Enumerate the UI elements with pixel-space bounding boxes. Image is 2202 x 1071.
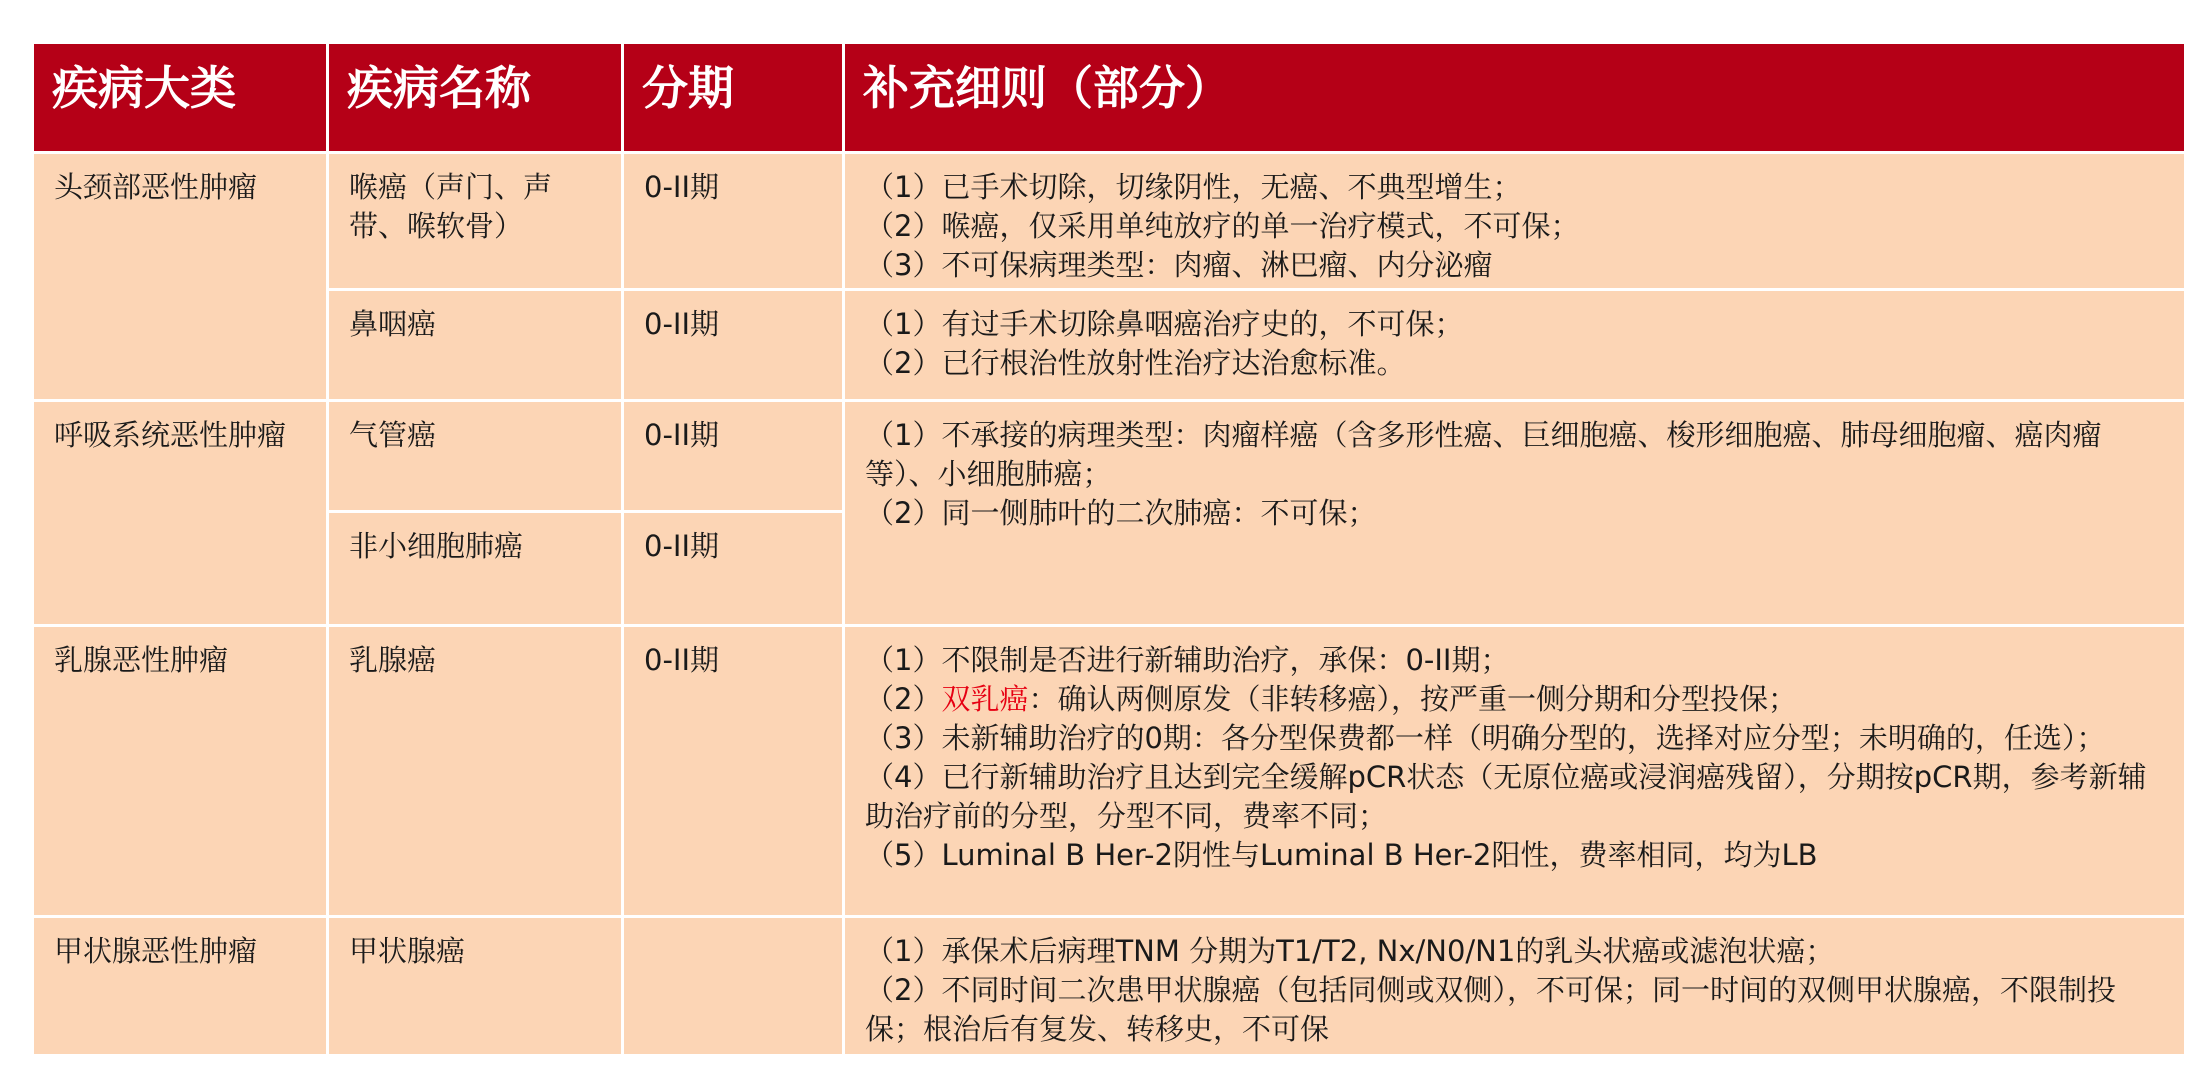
rules-respiratory <box>845 402 2184 624</box>
rule-line: （3）不可保病理类型：肉瘤、淋巴瘤、内分泌瘤 <box>865 248 1493 282</box>
rule-line: （1）已手术切除，切缘阴性，无癌、不典型增生； <box>865 170 1522 204</box>
rule-line: （1）不限制是否进行新辅助治疗，承保：0-II期； <box>865 643 1510 677</box>
rules-breast <box>845 627 2184 915</box>
disease-breast: 乳腺癌 <box>329 627 621 915</box>
category-thyroid: 甲状腺恶性肿瘤 <box>34 918 326 1054</box>
highlight-bilateral-breast-cancer: 双乳癌 <box>941 682 1029 716</box>
stage-laryngeal: 0-II期 <box>624 154 842 288</box>
disease-tracheal: 气管癌 <box>329 402 621 510</box>
rule-line: （3）未新辅助治疗的0期：各分型保费都一样（明确分型的，选择对应分型；未明确的，任选）； <box>865 721 2106 755</box>
stage-nasopharyngeal: 0-II期 <box>624 291 842 399</box>
stage-nsclc: 0-II期 <box>624 513 842 624</box>
header-disease-name: 疾病名称 <box>329 44 621 151</box>
header-rules: 补充细则（部分） <box>845 44 2184 151</box>
disease-nsclc: 非小细胞肺癌 <box>329 513 621 624</box>
rule-line: （4）已行新辅助治疗且达到完全缓解pCR状态（无原位癌或浸润癌残留），分期按pCR期，参考新辅助治疗前的分型，分型不同，费率不同； <box>865 760 2147 833</box>
rule-line: （1）承保术后病理TNM 分期为T1/T2, Nx/N0/N1的乳头状癌或滤泡状癌； <box>865 934 1835 968</box>
rules-nasopharyngeal <box>845 291 2184 399</box>
rule-line: （5）Luminal B Her-2阴性与Luminal B Her-2阳性，费率相同，均为LB <box>865 838 1818 872</box>
cancer-underwriting-table <box>34 44 2175 1046</box>
disease-nasopharyngeal: 鼻咽癌 <box>329 291 621 399</box>
category-breast: 乳腺恶性肿瘤 <box>34 627 326 915</box>
rule-line: （1）有过手术切除鼻咽癌治疗史的，不可保； <box>865 307 1464 341</box>
rule-line: （2）喉癌，仅采用单纯放疗的单一治疗模式，不可保； <box>865 209 1580 243</box>
disease-thyroid: 甲状腺癌 <box>329 918 621 1054</box>
stage-thyroid <box>624 918 842 1054</box>
disease-laryngeal: 喉癌（声门、声带、喉软骨） <box>329 154 621 288</box>
rules-thyroid <box>845 918 2184 1054</box>
rule-text: ：确认两侧原发（非转移癌），按严重一侧分期和分型投保； <box>1028 682 1797 716</box>
stage-breast: 0-II期 <box>624 627 842 915</box>
header-stage: 分期 <box>624 44 842 151</box>
category-head-neck: 头颈部恶性肿瘤 <box>34 154 326 399</box>
rule-line-bilateral <box>865 680 2166 719</box>
header-category: 疾病大类 <box>34 44 326 151</box>
rule-line: （1）不承接的病理类型：肉瘤样癌（含多形性癌、巨细胞癌、梭形细胞癌、肺母细胞瘤、癌肉瘤等）、小细胞肺癌； <box>865 418 2102 491</box>
category-respiratory: 呼吸系统恶性肿瘤 <box>34 402 326 624</box>
stage-tracheal: 0-II期 <box>624 402 842 510</box>
rules-laryngeal <box>845 154 2184 288</box>
rule-prefix: （2） <box>865 682 942 716</box>
rule-line: （2）不同时间二次患甲状腺癌（包括同侧或双侧），不可保；同一时间的双侧甲状腺癌，不限制投保；根治后有复发、转移史，不可保 <box>865 973 2116 1046</box>
rule-line: （2）已行根治性放射性治疗达治愈标准。 <box>865 346 1406 380</box>
rule-line: （2）同一侧肺叶的二次肺癌：不可保； <box>865 496 1377 530</box>
